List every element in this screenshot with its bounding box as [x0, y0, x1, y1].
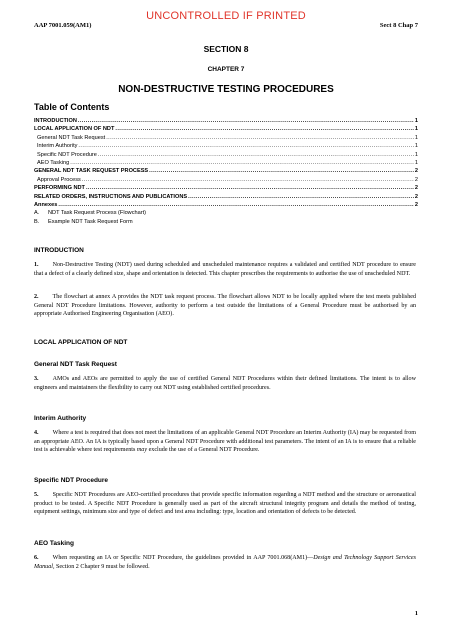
toc-entry[interactable]: PERFORMING NDT ..... 2	[34, 184, 418, 192]
page-title: NON-DESTRUCTIVE TESTING PROCEDURES	[118, 84, 334, 95]
toc-entry[interactable]: INTRODUCTION ..... 1	[34, 117, 418, 125]
toc-entry[interactable]: GENERAL NDT TASK REQUEST PROCESS ..... 2	[34, 167, 418, 175]
paragraph-6: 6. When requesting an IA or Specific NDT Procedure, the guidelines provided in AAP 7001.068(AM1)—Design and Technology Support Services Manual, Section 2 Chapter 9 must be followed.	[34, 555, 416, 570]
toc-entry[interactable]: Approval Process ..... 2	[34, 176, 418, 184]
toc-entry[interactable]: AEO Tasking ..... 1	[34, 159, 418, 167]
paragraph-1: 1. Non-Destructive Testing (NDT) used during scheduled and unscheduled maintenance requires a validated and certified NDT procedure to ensure that a defect of a clearly defined size, shape and orientation is detected. This chapter prescribes the requirements to authorise the use of unscheduled NDT.	[34, 262, 416, 277]
aeo-tasking-heading: AEO Tasking	[34, 540, 74, 547]
header-publication-number: AAP 7001.059(AM1)	[34, 22, 92, 29]
local-application-heading: LOCAL APPLICATION OF NDT	[34, 339, 128, 346]
chapter-heading: CHAPTER 7	[207, 66, 245, 73]
toc-heading: Table of Contents	[34, 102, 110, 112]
toc-entry[interactable]: RELATED ORDERS, INSTRUCTIONS AND PUBLICATIONS ..... 2	[34, 193, 418, 201]
toc-entry[interactable]: Annexes ..... 2	[34, 201, 418, 209]
page-number: 1	[414, 610, 418, 617]
paragraph-2: 2. The flowchart at annex A provides the NDT task request process. The flowchart allows NDT to be locally applied where the test meets published General NDT Procedure limitations. However, authority to perform a test outside the limitations of a General Procedure must be authorised by an appropriate Authorised Engineering Organisation (AEO).	[34, 294, 416, 318]
toc-entry[interactable]: General NDT Task Request ..... 1	[34, 134, 418, 142]
toc-entry[interactable]: Specific NDT Procedure ..... 1	[34, 151, 418, 159]
paragraph-4: 4. Where a test is required that does not meet the limitations of an applicable General NDT Procedure an Interim Authority (IA) may be requested from an appropriate AEO. An IA is typically based upon a General NDT Procedure with additional test parameters. The intent of an IA is to ensure that a reliable test is achievable where test requirements may exclude the use of a General NDT Procedure.	[34, 430, 416, 454]
general-ndt-task-request-heading: General NDT Task Request	[34, 361, 117, 368]
introduction-heading: INTRODUCTION	[34, 247, 84, 254]
interim-authority-heading: Interim Authority	[34, 415, 87, 422]
annex-list-item: A. NDT Task Request Process (Flowchart)	[34, 210, 147, 217]
paragraph-5: 5. Specific NDT Procedures are AEO-certified procedures that provide specific information regarding a NDT method and the structure or aeronautical product to be tested. A Specific NDT Procedure is generally used as part of the aircraft structural integrity program and details the method of testing, equipment settings, minimum size and type of defect and test area including: type, location and orientation of defects to be detected.	[34, 492, 416, 516]
table-of-contents	[34, 117, 418, 226]
paragraph-3: 3. AMOs and AEOs are permitted to apply the use of certified General NDT Procedures within their defined limitations. The intent is to allow engineers and maintainers the flexibility to carry out NDT using established certified procedures.	[34, 376, 416, 391]
specific-ndt-procedure-heading: Specific NDT Procedure	[34, 477, 109, 484]
annex-list-item: B. Example NDT Task Request Form	[34, 218, 133, 225]
toc-entry[interactable]: Interim Authority ..... 1	[34, 142, 418, 150]
section-heading: SECTION 8	[203, 44, 249, 54]
uncontrolled-watermark: UNCONTROLLED IF PRINTED	[146, 10, 306, 22]
toc-entry[interactable]: LOCAL APPLICATION OF NDT ..... 1	[34, 125, 418, 133]
header-section-chapter: Sect 8 Chap 7	[379, 22, 418, 29]
